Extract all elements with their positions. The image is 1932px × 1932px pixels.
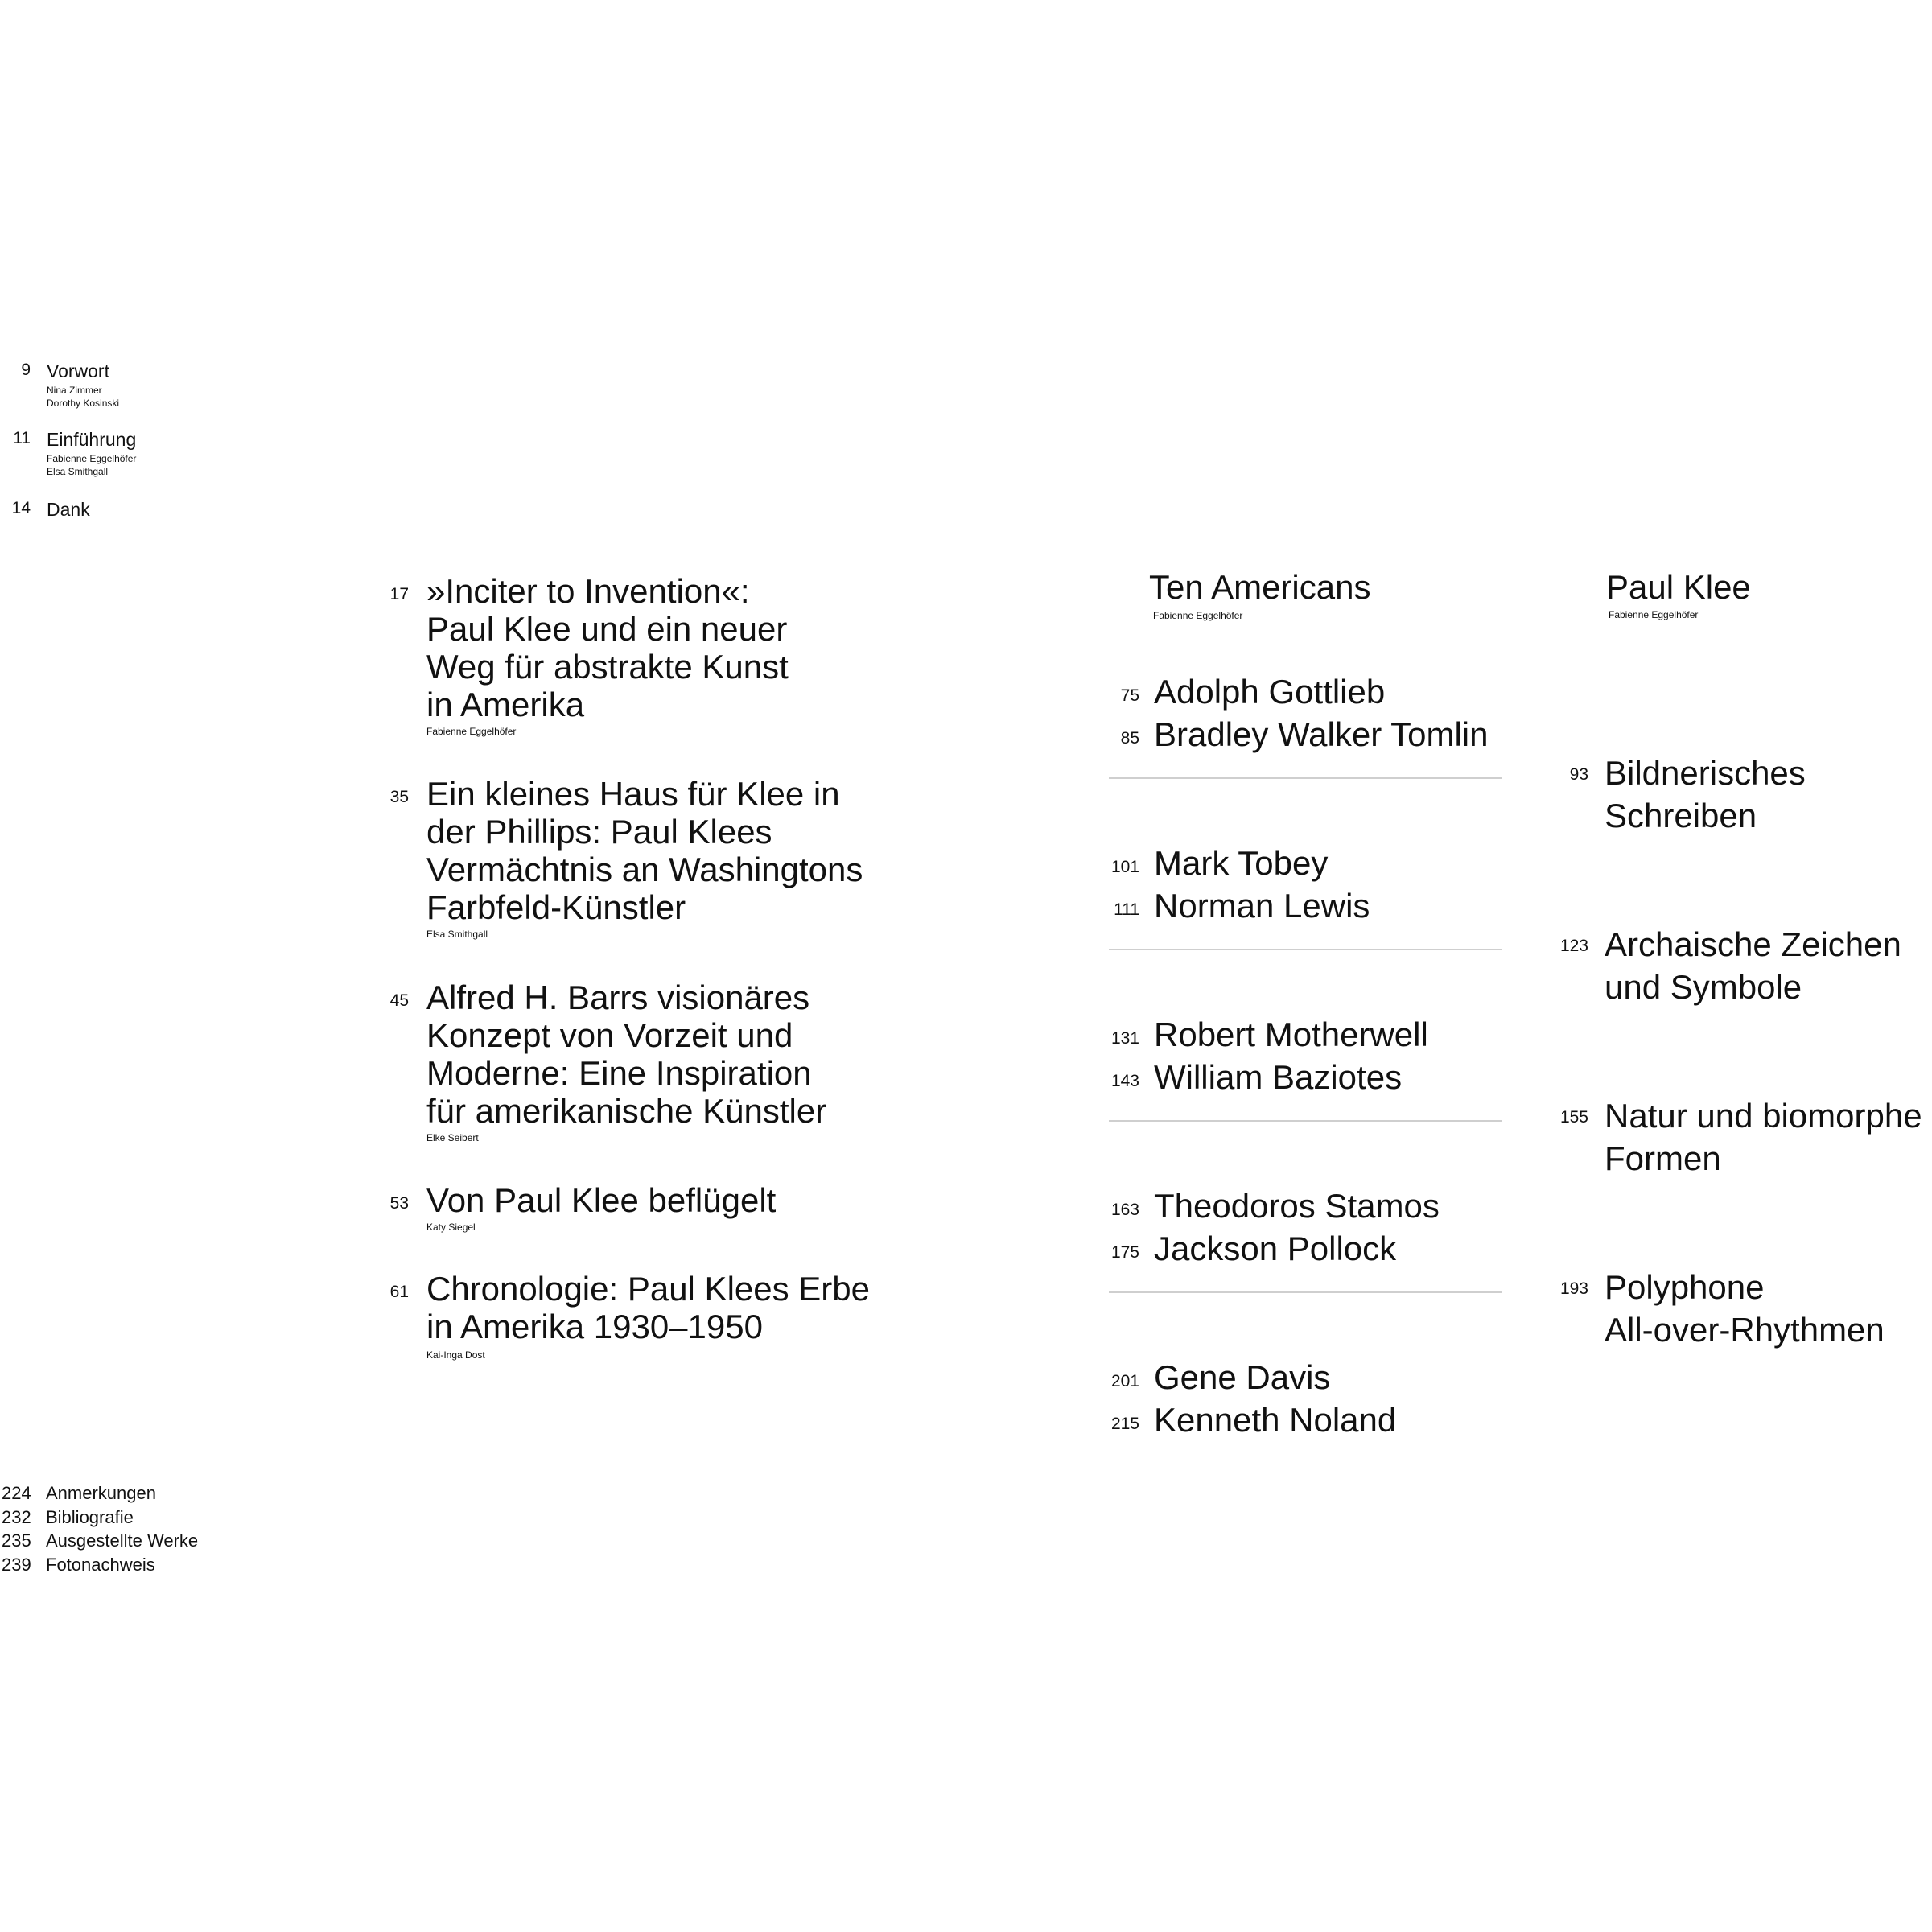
- page-number: 215: [1110, 1415, 1139, 1433]
- essay-title: Von Paul Klee beflügelt: [426, 1181, 777, 1219]
- entry-title: Fotonachweis: [46, 1555, 155, 1575]
- entry-title: Ausgestellte Werke: [46, 1530, 199, 1551]
- divider: [1109, 949, 1502, 950]
- essay-author: Elsa Smithgall: [426, 929, 488, 940]
- artist-name: Mark Tobey: [1154, 844, 1329, 882]
- essay-title: Chronologie: Paul Klees Erbe in Amerika 1930–1950: [426, 1270, 871, 1345]
- page-number: 175: [1110, 1243, 1139, 1262]
- artist-name: Kenneth Noland: [1154, 1401, 1397, 1439]
- page-number: 232: [2, 1507, 31, 1527]
- page-number: 45: [389, 991, 409, 1010]
- entry-title: Vorwort: [47, 360, 109, 381]
- artist-name: William Baziotes: [1154, 1058, 1403, 1096]
- entry-title: Bibliografie: [46, 1507, 134, 1527]
- divider: [1109, 1120, 1502, 1122]
- theme-title: Archaische Zeichen und Symbole: [1605, 925, 1901, 1006]
- artist-name: Gene Davis: [1154, 1358, 1331, 1396]
- essay-author: Elke Seibert: [426, 1132, 479, 1143]
- entry-author: Elsa Smithgall: [47, 466, 109, 477]
- page-number: 75: [1120, 686, 1139, 705]
- entry-author: Nina Zimmer: [47, 385, 102, 396]
- artist-name: Robert Motherwell: [1154, 1015, 1428, 1053]
- page-number: 163: [1110, 1201, 1139, 1219]
- entry-title: Dank: [47, 499, 90, 520]
- essay-author: Fabienne Eggelhöfer: [426, 726, 517, 737]
- page-number: 53: [389, 1194, 409, 1213]
- entry-title: Anmerkungen: [46, 1483, 156, 1503]
- page-number: 131: [1110, 1029, 1139, 1048]
- page-number: 224: [2, 1483, 31, 1503]
- artist-name: Adolph Gottlieb: [1154, 673, 1386, 711]
- theme-title: Polyphone All-over-Rhythmen: [1605, 1268, 1885, 1349]
- entry-title: Einführung: [47, 429, 137, 450]
- page-number: 155: [1559, 1108, 1588, 1127]
- artist-name: Theodoros Stamos: [1154, 1187, 1440, 1225]
- page-number: 201: [1110, 1372, 1139, 1390]
- artist-name: Bradley Walker Tomlin: [1154, 715, 1489, 753]
- page-number: 101: [1110, 858, 1139, 876]
- page-number: 143: [1110, 1072, 1139, 1090]
- divider: [1109, 1291, 1502, 1293]
- page-number: 35: [389, 788, 409, 806]
- essay-title: Ein kleines Haus für Klee in der Phillips: Paul Klees Vermächtnis an Washingtons Farbfeld-Künstler: [426, 775, 863, 926]
- page-number: 111: [1114, 900, 1139, 919]
- artist-name: Norman Lewis: [1154, 887, 1370, 925]
- essay-author: Kai-Inga Dost: [426, 1349, 485, 1361]
- theme-title: Natur und biomorphe Formen: [1605, 1097, 1922, 1177]
- page-number: 235: [2, 1530, 31, 1551]
- page-number: 17: [389, 585, 409, 603]
- essay-author: Katy Siegel: [426, 1221, 476, 1233]
- page-number: 14: [11, 499, 31, 517]
- section-author: Fabienne Eggelhöfer: [1609, 609, 1699, 620]
- entry-author: Fabienne Eggelhöfer: [47, 453, 137, 464]
- essay-title: Alfred H. Barrs visionäres Konzept von Vorzeit und Moderne: Eine Inspiration für amerikanische Künstler: [426, 978, 827, 1130]
- page-number: 193: [1559, 1279, 1588, 1298]
- entry-author: Dorothy Kosinski: [47, 398, 120, 409]
- section-heading-ten-americans: Ten Americans: [1149, 568, 1371, 606]
- section-heading-paul-klee: Paul Klee: [1606, 568, 1751, 606]
- page-number: 85: [1120, 729, 1139, 748]
- page-number: 11: [13, 429, 31, 447]
- page-number: 93: [1569, 765, 1588, 784]
- divider: [1109, 777, 1502, 779]
- page-number: 123: [1559, 937, 1588, 955]
- section-author: Fabienne Eggelhöfer: [1153, 610, 1243, 621]
- artist-name: Jackson Pollock: [1154, 1230, 1397, 1267]
- essay-title: »Inciter to Invention«: Paul Klee und ein neuer Weg für abstrakte Kunst in Amerika: [426, 572, 789, 723]
- page-number: 239: [2, 1555, 31, 1575]
- theme-title: Bildnerisches Schreiben: [1605, 754, 1806, 834]
- page-number: 61: [389, 1283, 409, 1301]
- page-number: 9: [21, 360, 31, 379]
